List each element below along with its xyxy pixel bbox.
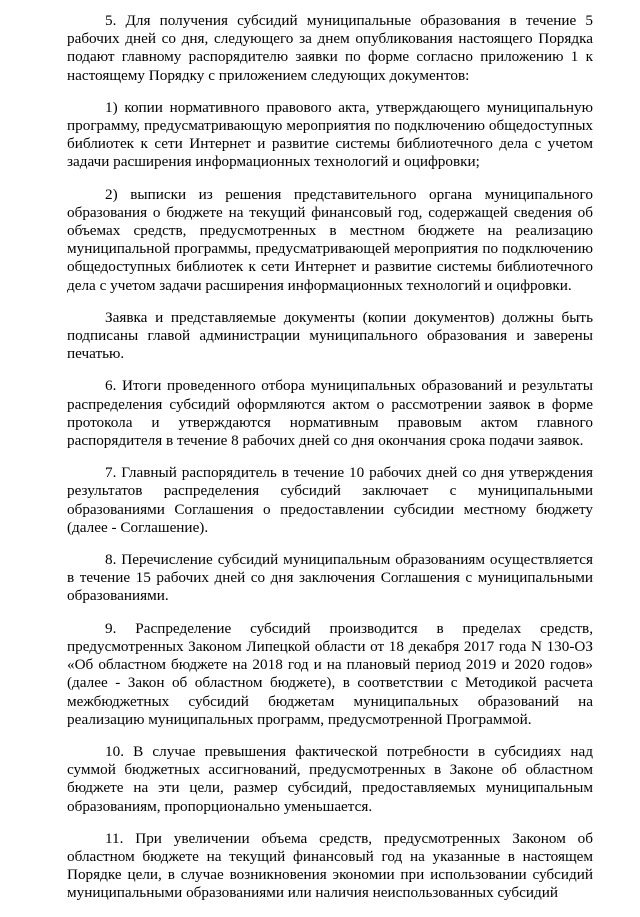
paragraph-item-10: 10. В случае превышения фактической потребности в субсидиях над суммой бюджетных ассигнований, предусмотренных в Законе об областном бюджете на эти цели, размер субсидий, предоставляемых муниципальным образованиям, пропорционально уменьшается. bbox=[67, 742, 593, 815]
paragraph-item-8: 8. Перечисление субсидий муниципальным образованиям осуществляется в течение 15 рабочих дней со дня заключения Соглашения с муниципальными образованиями. bbox=[67, 551, 593, 605]
paragraph-subitem-1: 1) копии нормативного правового акта, утверждающего муниципальную программу, предусматривающую мероприятия по подключению общедоступных библиотек к сети Интернет и развитие системы библиотечного дела с учетом задачи расширения информационных технологий и оцифровки; bbox=[67, 98, 593, 171]
paragraph-item-11: 11. При увеличении объема средств, предусмотренных Законом об областном бюджете на текущий финансовый год на указанные в настоящем Порядке цели, в случае возникновения экономии при использовании субсидий муниципальными образованиями или наличия неиспользованных субсидий bbox=[67, 829, 593, 902]
paragraph-subitem-2: 2) выписки из решения представительного органа муниципального образования о бюджете на текущий финансовый год, содержащей сведения об объемах средств, предусмотренных в местном бюджете на реализацию муниципальной программы, предусматривающей мероприятия по подключению общедоступных библиотек к сети Интернет и развитие системы библиотечного дела с учетом задачи расширения информационных технологий и оцифровки. bbox=[67, 185, 593, 294]
paragraph-item-6: 6. Итоги проведенного отбора муниципальных образований и результаты распределения субсидий оформляются актом о рассмотрении заявок в форме протокола и утверждаются нормативным правовым актом главного распорядителя в течение 8 рабочих дней со дня окончания срока подачи заявок. bbox=[67, 377, 593, 450]
paragraph-item-9: 9. Распределение субсидий производится в пределах средств, предусмотренных Законом Липецкой области от 18 декабря 2017 года N 130-ОЗ «Об областном бюджете на 2018 год и на плановый период 2019 и 2020 годов» (далее - Закон об областном бюджете), в соответствии с Методикой расчета межбюджетных субсидий бюджетам муниципальных образований на реализацию муниципальных программ, предусмотренной Программой. bbox=[67, 619, 593, 728]
paragraph-item-5: 5. Для получения субсидий муниципальные образования в течение 5 рабочих дней со дня, следующего за днем опубликования настоящего Порядка подают главному распорядителю заявки по форме согласно приложению 1 к настоящему Порядку с приложением следующих документов: bbox=[67, 12, 593, 84]
paragraph-application-signing: Заявка и представляемые документы (копии документов) должны быть подписаны главой администрации муниципального образования и заверены печатью. bbox=[67, 308, 593, 363]
paragraph-item-7: 7. Главный распорядитель в течение 10 рабочих дней со дня утверждения результатов распределения субсидий заключает с муниципальными образованиями Соглашения о предоставлении субсидии местному бюджету (далее - Соглашение). bbox=[67, 464, 593, 536]
document-page bbox=[67, 12, 593, 917]
